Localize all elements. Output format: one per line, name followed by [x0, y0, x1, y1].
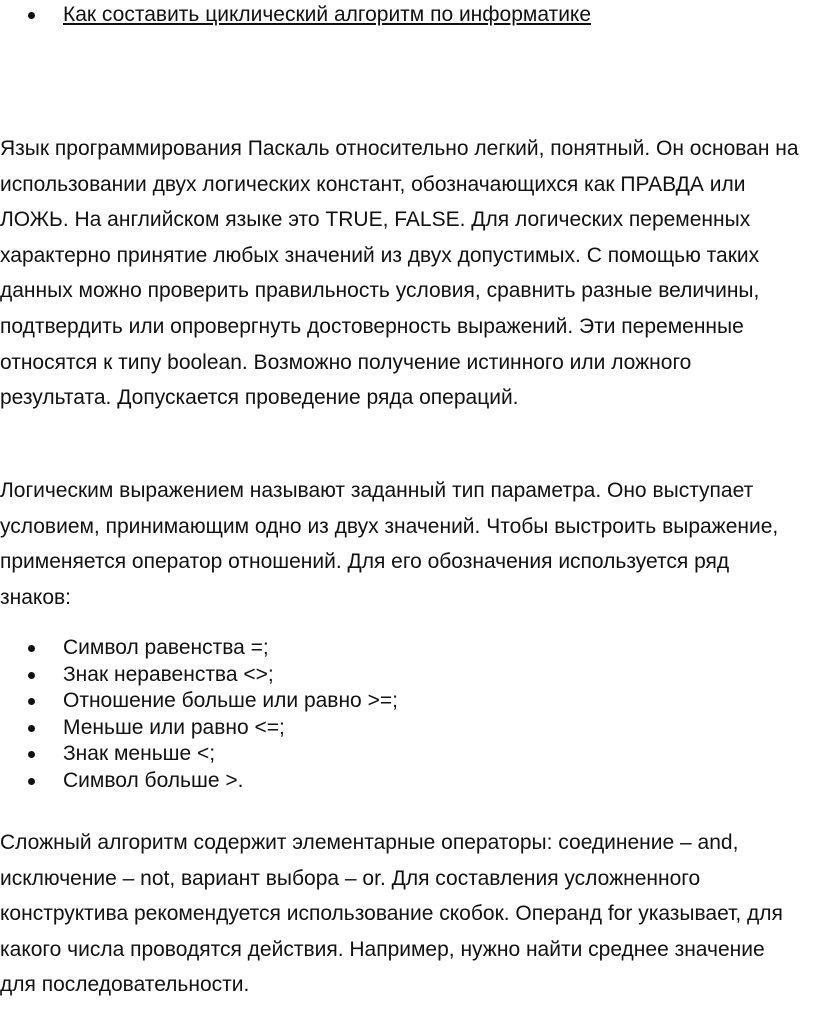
list-item — [0, 741, 398, 768]
bullet-icon — [28, 725, 35, 732]
bullet-icon — [28, 645, 35, 652]
list-item — [0, 0, 591, 29]
operator-item-text: Знак неравенства <>; — [63, 662, 274, 686]
bullet-icon — [28, 778, 35, 785]
bullet-icon — [28, 698, 35, 705]
list-item — [0, 635, 398, 662]
relational-operators-list — [0, 635, 398, 795]
paragraph-logical-expression: Логическим выражением называют заданный тип параметра. Оно выступает условием, принимающим одно из двух значений. Чтобы выстроить выражение, применяется оператор отношений. Для его обозначения используется ряд знаков: — [0, 479, 779, 609]
operator-item-text: Знак меньше <; — [63, 742, 216, 766]
list-item — [0, 688, 398, 715]
bullet-icon — [28, 12, 35, 19]
related-links-list — [0, 0, 591, 29]
operator-item-text: Символ равенства =; — [63, 636, 269, 659]
operator-item-text: Символ больше >. — [63, 768, 244, 792]
bullet-icon — [28, 751, 35, 758]
operator-item-text: Меньше или равно <=; — [63, 715, 285, 739]
list-item — [0, 662, 398, 689]
list-item — [0, 715, 398, 742]
related-article-link[interactable]: Как составить циклический алгоритм по информатике — [63, 3, 592, 26]
list-item — [0, 768, 398, 795]
operator-item-text: Отношение больше или равно >=; — [63, 689, 398, 713]
paragraph-pascal-intro: Язык программирования Паскаль относительно легкий, понятный. Он основан на использовании двух логических констант, обозначающихся как ПРАВДА или ЛОЖЬ. На английском языке это TRUE, FALSE. Для логических переменных характерно принятие любых значений из двух допустимых. С помощью таких данных можно проверить правильность условия, сравнить разные величины, подтвердить или опровергнуть достоверность выражений. Эти переменные относятся к типу boolean. Возможно получение истинного или ложного результата. Допускается проведение ряда операций. — [0, 137, 799, 410]
bullet-icon — [28, 672, 35, 679]
paragraph-complex-algorithm: Сложный алгоритм содержит элементарные операторы: соединение – and, исключение – not, вариант выбора – or. Для составления усложненного конструктива рекомендуется использование скобок. Операнд for указывает, для какого числа проводятся действия. Например, нужно найти среднее значение для последовательности. — [0, 831, 783, 997]
